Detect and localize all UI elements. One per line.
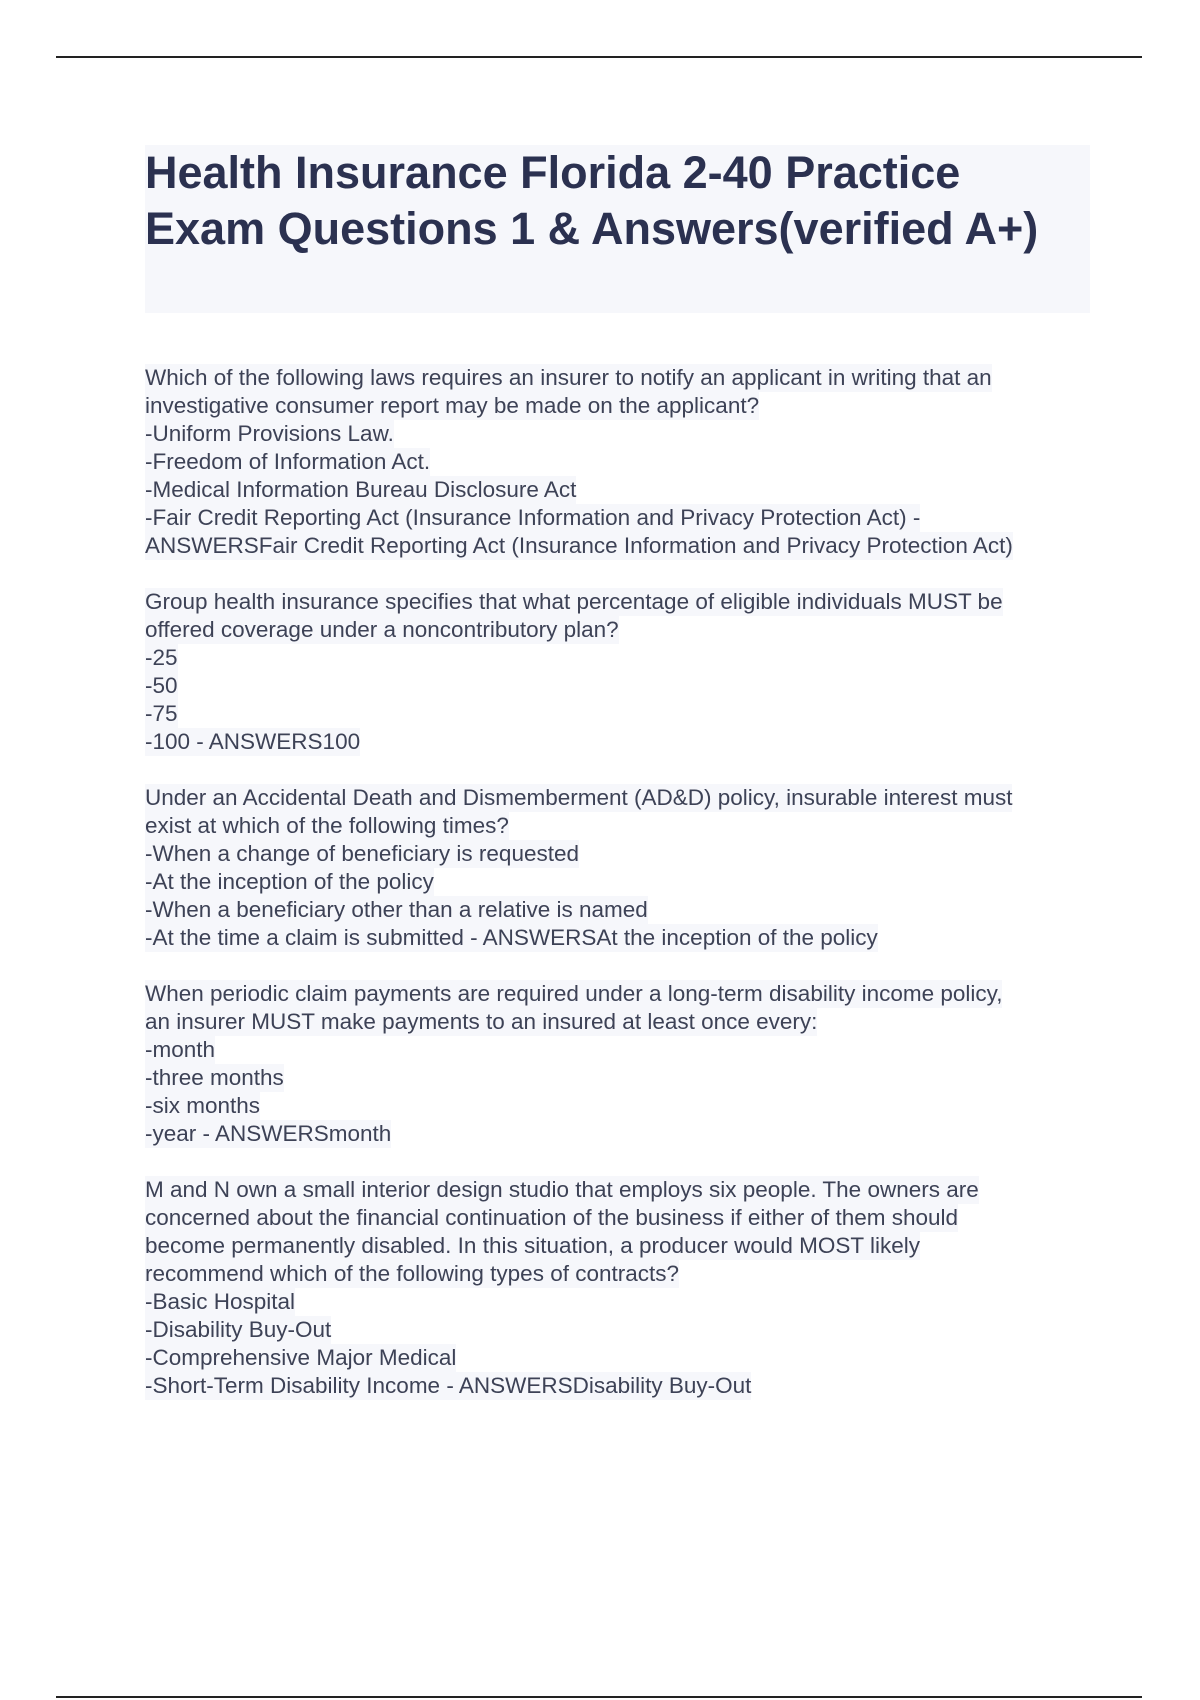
option-line: -50 [145,673,178,698]
option-line: -month [145,1037,216,1062]
option-line: -At the inception of the policy [145,869,434,894]
question-line: become permanently disabled. In this situation, a producer would MOST likely [145,1233,920,1258]
question-line: concerned about the financial continuation of the business if either of them should [145,1205,959,1230]
question-line: exist at which of the following times? [145,813,509,838]
qa-item-1 [145,364,1090,560]
option-line: -Fair Credit Reporting Act (Insurance Information and Privacy Protection Act) - [145,505,921,530]
question-line: recommend which of the following types of contracts? [145,1261,680,1286]
option-line: -Disability Buy-Out [145,1317,332,1342]
qa-item-5 [145,1176,1090,1400]
question-line: When periodic claim payments are required under a long-term disability income policy, [145,981,1003,1006]
bottom-rule [56,1696,1142,1698]
qa-item-2 [145,588,1090,756]
answer-line: -At the time a claim is submitted - ANSWERSAt the inception of the policy [145,925,878,950]
option-line: -three months [145,1065,284,1090]
question-line: Under an Accidental Death and Dismemberment (AD&D) policy, insurable interest must [145,785,1013,810]
option-line: -Basic Hospital [145,1289,296,1314]
question-line: M and N own a small interior design studio that employs six people. The owners are [145,1177,979,1202]
answer-line: ANSWERSFair Credit Reporting Act (Insurance Information and Privacy Protection Act) [145,533,1013,558]
qa-item-3 [145,784,1090,952]
question-line: Which of the following laws requires an insurer to notify an applicant in writing that an [145,365,992,390]
qa-item-4 [145,980,1090,1148]
option-line: -Medical Information Bureau Disclosure Act [145,477,577,502]
option-line: -When a beneficiary other than a relative is named [145,897,648,922]
title-block [145,145,1090,313]
question-line: offered coverage under a noncontributory plan? [145,617,619,642]
option-line: -When a change of beneficiary is requested [145,841,580,866]
option-line: -75 [145,701,178,726]
document-title: Health Insurance Florida 2-40 Practice Exam Questions 1 & Answers(verified A+) [145,147,1039,254]
option-line: -Uniform Provisions Law. [145,421,394,446]
question-line: Group health insurance specifies that what percentage of eligible individuals MUST be [145,589,1003,614]
option-line: -Freedom of Information Act. [145,449,431,474]
answer-line: -Short-Term Disability Income - ANSWERSDisability Buy-Out [145,1373,752,1398]
qa-list [145,364,1090,1428]
answer-line: -year - ANSWERSmonth [145,1121,392,1146]
option-line: -Comprehensive Major Medical [145,1345,457,1370]
question-line: investigative consumer report may be made on the applicant? [145,393,760,418]
top-rule [56,56,1142,58]
option-line: -25 [145,645,178,670]
question-line: an insurer MUST make payments to an insured at least once every: [145,1009,818,1034]
option-line: -six months [145,1093,261,1118]
answer-line: -100 - ANSWERS100 [145,729,361,754]
